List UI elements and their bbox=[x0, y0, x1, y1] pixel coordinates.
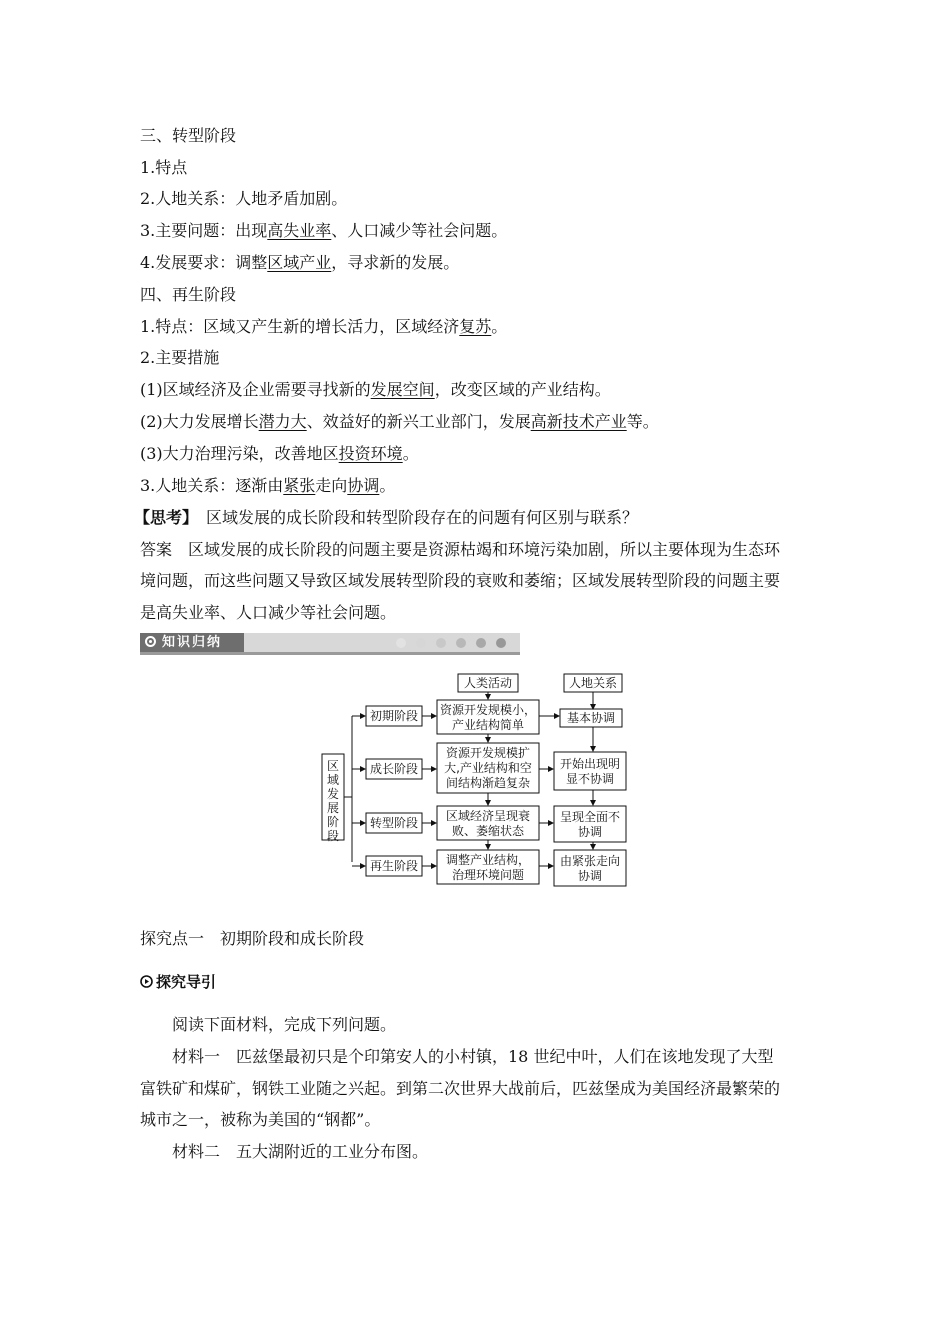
root-label bbox=[327, 759, 339, 843]
relation-text: 协调 bbox=[577, 825, 603, 839]
underlined-answer: 协调 bbox=[347, 476, 380, 495]
activity-text: 间结构渐趋复杂 bbox=[445, 776, 531, 790]
material-1-line-3: 城市之一，被称为美国的“钢都”。 bbox=[140, 1110, 381, 1129]
text: 等。 bbox=[626, 412, 659, 431]
stage3-problem bbox=[140, 220, 507, 242]
stage4-measure-3 bbox=[140, 443, 419, 465]
stage4-measure-2 bbox=[140, 411, 659, 433]
stage-label: 成长阶段 bbox=[369, 762, 419, 776]
activity-text: 调整产业结构， bbox=[445, 853, 531, 867]
activity-text: 区域经济呈现衰 bbox=[445, 809, 531, 823]
header-relation: 人地关系 bbox=[568, 676, 618, 690]
explore-intro: 阅读下面材料，完成下列问题。 bbox=[172, 1015, 397, 1034]
knowledge-summary-banner bbox=[140, 633, 520, 661]
answer-line-2: 境问题，而这些问题又导致区域发展转型阶段的衰败和萎缩；区域发展转型阶段的问题主要 bbox=[140, 571, 781, 590]
activity-text: 产业结构简单 bbox=[451, 718, 525, 732]
stage4-relation bbox=[140, 475, 395, 497]
underlined-answer: 复苏 bbox=[459, 317, 492, 336]
question-text: 区域发展的成长阶段和转型阶段存在的问题有何区别与联系？ bbox=[206, 508, 639, 527]
root-label-char: 段 bbox=[326, 829, 340, 843]
think-label: 【思考】 bbox=[134, 508, 199, 527]
explore-title: 探究点一 初期阶段和成长阶段 bbox=[140, 929, 365, 948]
root-label-char: 发 bbox=[326, 787, 340, 801]
underlined-answer: 紧张 bbox=[283, 476, 316, 495]
dot-icon bbox=[456, 638, 466, 648]
root-label-char: 阶 bbox=[326, 815, 340, 829]
text: 。 bbox=[379, 476, 396, 495]
answer-text: 区域发展的成长阶段的问题主要是资源枯竭和环境污染加剧，所以主要体现为生态环 bbox=[188, 540, 781, 559]
material-1-line-1: 材料一 匹兹堡最初只是个印第安人的小村镇，18 世纪中叶，人们在该地发现了大型 bbox=[172, 1047, 774, 1066]
text: 。 bbox=[402, 444, 419, 463]
text: ，寻求新的发展。 bbox=[331, 253, 460, 272]
underlined-answer: 高失业率 bbox=[267, 221, 332, 240]
underlined-answer: 潜力大 bbox=[258, 412, 307, 431]
text: (2)大力发展增长 bbox=[140, 412, 259, 431]
dot-icon bbox=[416, 638, 426, 648]
think-question bbox=[134, 507, 638, 529]
underlined-answer: 区域产业 bbox=[267, 253, 332, 272]
play-circle-icon bbox=[140, 975, 153, 988]
answer-line-1 bbox=[140, 539, 780, 561]
explore-guide-heading bbox=[140, 972, 216, 992]
underlined-answer: 投资环境 bbox=[338, 444, 403, 463]
relation-text: 协调 bbox=[577, 869, 603, 883]
text: (3)大力治理污染，改善地区 bbox=[140, 444, 339, 463]
answer-line-3: 是高失业率、人口减少等社会问题。 bbox=[140, 603, 397, 622]
banner-rule bbox=[140, 652, 520, 655]
text: 1.特点：区域又产生新的增长活力，区域经济 bbox=[140, 317, 460, 336]
underlined-answer: 高新技术产业 bbox=[530, 412, 627, 431]
stage-label: 转型阶段 bbox=[369, 816, 419, 830]
region-development-diagram bbox=[310, 672, 640, 892]
stage-label: 再生阶段 bbox=[369, 859, 419, 873]
target-icon bbox=[145, 636, 156, 647]
material-2: 材料二 五大湖附近的工业分布图。 bbox=[172, 1142, 429, 1161]
activity-text: 大,产业结构和空 bbox=[444, 761, 532, 775]
stage3-feature: 1.特点 bbox=[140, 158, 188, 177]
relation-text: 呈现全面不 bbox=[559, 810, 621, 824]
relation-text: 显不协调 bbox=[565, 772, 615, 786]
stage4-measure-1 bbox=[140, 379, 611, 401]
activity-text: 资源开发规模小， bbox=[439, 703, 537, 717]
text: 、人口减少等社会问题。 bbox=[331, 221, 508, 240]
activity-text: 治理环境问题 bbox=[451, 868, 525, 882]
text: 3.人地关系：逐渐由 bbox=[140, 476, 284, 495]
activity-text: 败、萎缩状态 bbox=[451, 824, 525, 838]
banner-title: 知识归纳 bbox=[162, 635, 223, 650]
dot-icon bbox=[436, 638, 446, 648]
text: 3.主要问题：出现 bbox=[140, 221, 268, 240]
text: (1)区域经济及企业需要寻找新的 bbox=[140, 380, 371, 399]
text: 走向 bbox=[315, 476, 348, 495]
stage4-feature bbox=[140, 316, 507, 338]
relation-text: 由紧张走向 bbox=[559, 854, 621, 868]
dot-icon bbox=[496, 638, 506, 648]
root-label-char: 区 bbox=[326, 759, 340, 773]
material-1-line-2: 富铁矿和煤矿，钢铁工业随之兴起。到第二次世界大战前后，匹兹堡成为美国经济最繁荣的 bbox=[140, 1079, 781, 1098]
stage3-relation: 2.人地关系：人地矛盾加剧。 bbox=[140, 189, 348, 208]
text: 。 bbox=[491, 317, 508, 336]
dot-icon bbox=[476, 638, 486, 648]
dot-icon bbox=[396, 638, 406, 648]
guide-label: 探究导引 bbox=[156, 973, 217, 991]
stage4-measures: 2.主要措施 bbox=[140, 348, 220, 367]
root-label-char: 域 bbox=[326, 773, 340, 787]
section-heading-stage4: 四、再生阶段 bbox=[140, 285, 237, 304]
activity-text: 资源开发规模扩 bbox=[445, 746, 531, 760]
section-heading-stage3: 三、转型阶段 bbox=[140, 126, 237, 145]
text: 4.发展要求：调整 bbox=[140, 253, 268, 272]
underlined-answer: 发展空间 bbox=[370, 380, 435, 399]
answer-label: 答案 bbox=[140, 540, 173, 559]
stage3-requirement bbox=[140, 252, 459, 274]
header-activity: 人类活动 bbox=[463, 676, 513, 690]
text: 、效益好的新兴工业部门，发展 bbox=[306, 412, 531, 431]
stage-label: 初期阶段 bbox=[369, 709, 419, 723]
text: ，改变区域的产业结构。 bbox=[434, 380, 611, 399]
relation-text: 开始出现明 bbox=[559, 757, 621, 771]
root-label-char: 展 bbox=[326, 801, 340, 815]
relation-text: 基本协调 bbox=[566, 711, 616, 725]
